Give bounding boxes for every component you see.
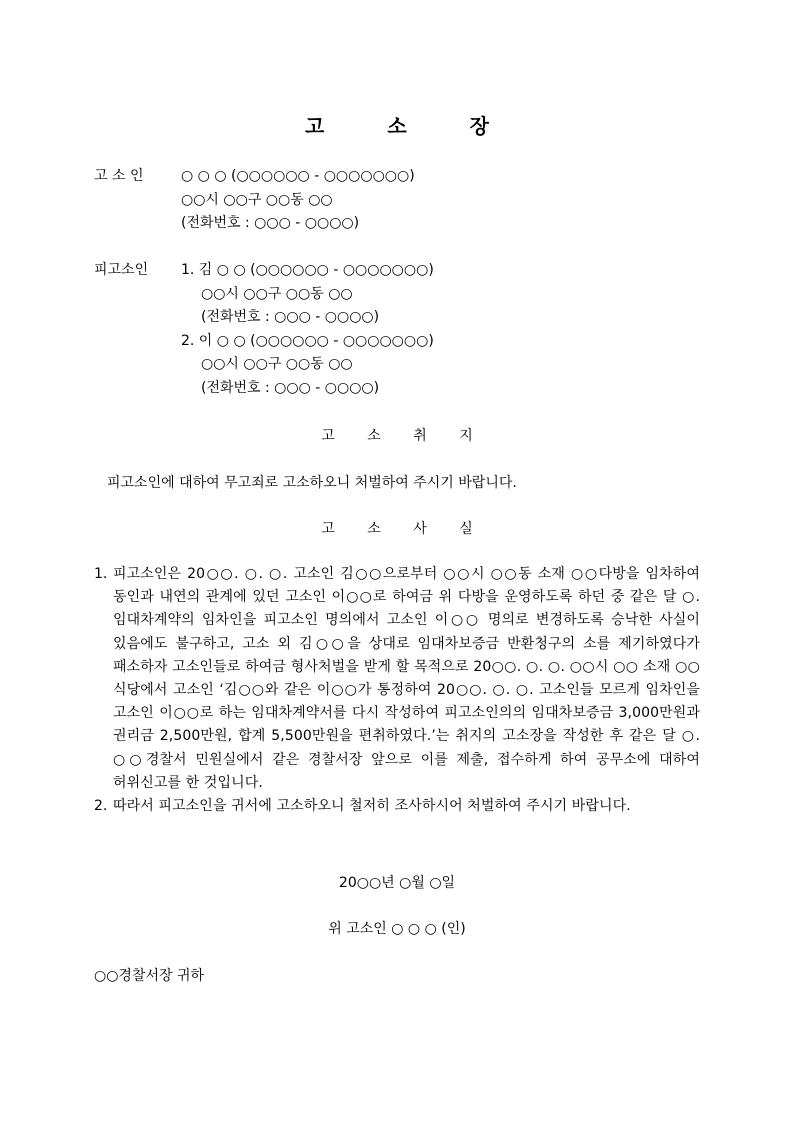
purpose-text: 피고소인에 대하여 무고죄로 고소하오니 처벌하여 주시기 바랍니다. [107, 475, 517, 491]
fact-item [94, 563, 700, 795]
document-title: 고 소 장 [305, 114, 517, 138]
facts-heading: 고 소 사 실 [321, 521, 487, 537]
purpose-heading: 고 소 취 지 [321, 428, 487, 444]
accused-1-address: ○○시 ○○구 ○○동 ○○ [201, 286, 353, 302]
complainant-name: ○ ○ ○ (○○○○○○ - ○○○○○○○) [181, 168, 415, 184]
complainant-address: ○○시 ○○구 ○○동 ○○ [181, 192, 333, 208]
fact-number: 2. [94, 798, 108, 815]
signature-line: 위 고소인 ○ ○ ○ (인) [328, 921, 466, 937]
fact-number: 1. [94, 566, 108, 582]
accused-2-name: 2. 이 ○ ○ (○○○○○○ - ○○○○○○○) [181, 333, 434, 349]
accused-1-name: 1. 김 ○ ○ (○○○○○○ - ○○○○○○○) [181, 262, 434, 278]
accused-label: 피고소인 [94, 262, 149, 278]
recipient: ○○경찰서장 귀하 [94, 968, 205, 984]
fact-item [94, 795, 700, 818]
document-date: 20○○년 ○월 ○일 [338, 875, 456, 891]
accused-2-phone: (전화번호 : ○○○ - ○○○○) [201, 380, 380, 396]
fact-text: 따라서 피고소인을 귀서에 고소하오니 철저히 조사하시어 처벌하여 주시기 바랍니다. [113, 798, 631, 815]
complainant-label: 고 소 인 [94, 168, 144, 184]
facts-list [94, 563, 700, 818]
accused-2-address: ○○시 ○○구 ○○동 ○○ [201, 356, 353, 372]
accused-1-phone: (전화번호 : ○○○ - ○○○○) [201, 309, 380, 325]
complainant-phone: (전화번호 : ○○○ - ○○○○) [181, 215, 360, 231]
fact-text: 피고소인은 20○○. ○. ○. 고소인 김○○으로부터 ○○시 ○○동 소재 ○○다방을 임차하여 동인과 내연의 관계에 있던 고소인 이○○로 하여금 위 다방을 운영하도록 하던 중 같은 달 ○. 임대차계약의 임차인을 피고소인 명의에서 고소인 이○○ 명의로 변경하도록 승낙한 사실이 있음에도 불구하고, 고소 외 김○○을 상대로 임대차보증금 반환청구의 소를 제기하였다가 패소하자 고소인들로 하여금 형사처벌을 받게 할 목적으로 20○○. ○. ○. ○○시 ○○ 소재 ○○식당에서 고소인 ‘김○○와 같은 이○○가 통정하여 20○○. ○. ○. 고소인들 모르게 임차인을 고소인 이○○로 하는 임대차계약서를 다시 작성하여 피고소인의의 임대차보증금 3,000만원과 권리금 2,500만원, 합계 5,500만원을 편취하였다.’는 취지의 고소장을 작성한 후 같은 달 ○. ○○경찰서 민원실에서 같은 경찰서장 앞으로 이를 제출, 접수하게 하여 공무소에 대하여 허위신고를 한 것입니다. [113, 566, 700, 791]
